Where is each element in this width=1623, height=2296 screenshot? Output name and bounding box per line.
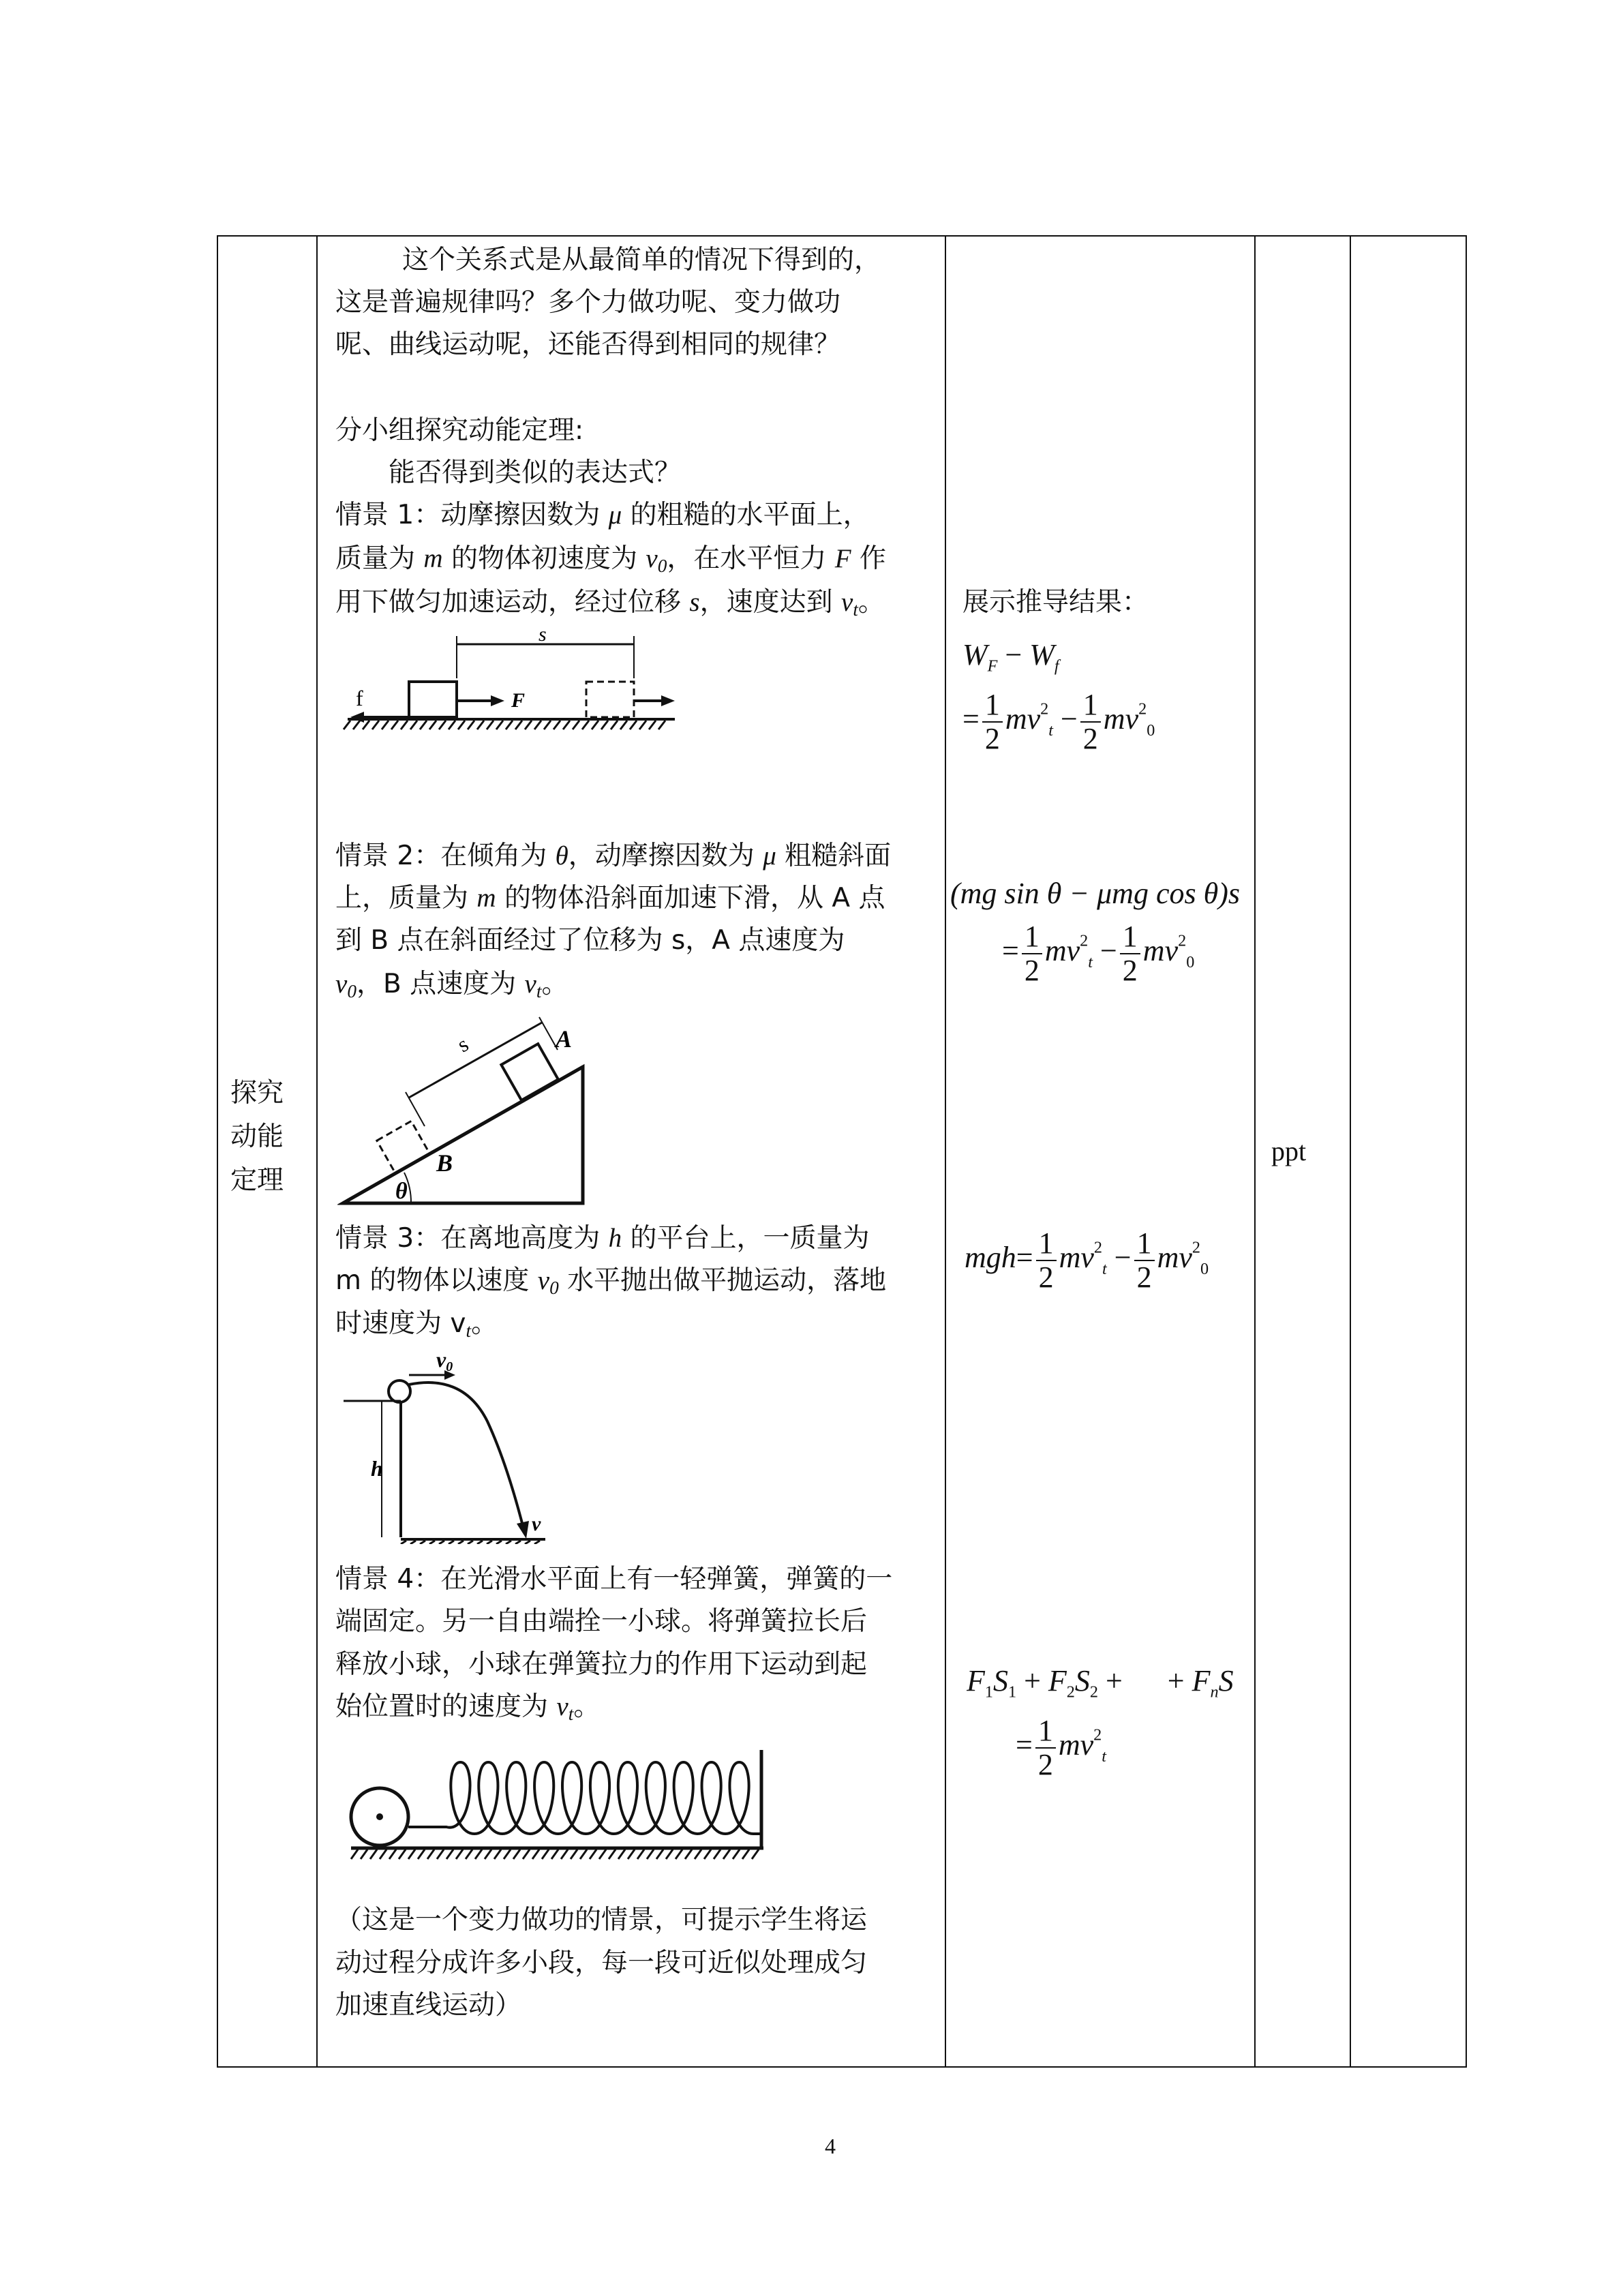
scene3-figure: [341, 1340, 545, 1544]
page-number: 4: [825, 2134, 836, 2158]
fig3-v-label: v: [532, 1513, 541, 1535]
scene2-line-4: $v_0$，B 点速度为 $v_t$。: [335, 969, 568, 1001]
intro-line-3: 呢、曲线运动呢，还能否得到相同的规律？: [335, 329, 841, 360]
scene4-line-2: 端固定。另一自由端拴一小球。将弹簧拉长后: [335, 1606, 868, 1637]
fig1-s-label: s: [539, 631, 547, 646]
scene2-line-1: 情景 2：在倾角为 θ，动摩擦因数为 μ 粗糙斜面: [335, 841, 892, 871]
fig1-f-label: f: [356, 686, 363, 710]
formula-2b: = $\frac{1}{2}$ $mv^2_t$ − $\frac{1}{2}$ $mv^2_0$: [1002, 920, 1195, 987]
scene3-line-1: 情景 3：在离地高度为 h 的平台上，一质量为: [335, 1223, 870, 1254]
fig2-theta-label: θ: [395, 1179, 408, 1204]
group-title: 分小组探究动能定理:: [335, 415, 584, 446]
fig3-h-label: h: [371, 1456, 383, 1481]
note-line-2: 动过程分成许多小段，每一段可近似处理成匀: [335, 1948, 868, 1978]
group-question: 能否得到类似的表达式？: [389, 457, 682, 488]
scene1-line-3: 用下做匀加速运动，经过位移 s，速度达到 $v_t$。: [335, 587, 885, 620]
scene4-figure: [344, 1749, 780, 1871]
scene2-line-3: 到 B 点在斜面经过了位移为 s，A 点速度为: [335, 925, 845, 956]
fig3-v0-label: v0: [436, 1347, 453, 1374]
fig2-s-label: s: [453, 1031, 473, 1057]
note-line-3: 加速直线运动）: [335, 1990, 522, 2021]
formula-4b: = $\frac{1}{2}$ $mv^2_t$: [1016, 1714, 1106, 1781]
scene2-figure: [337, 1016, 596, 1213]
formula-3: mgh= $\frac{1}{2}$ $mv^2_t$ − $\frac{1}{2}$ $mv^2_0$: [965, 1226, 1209, 1294]
scene1-line-2: 质量为 m 的物体初速度为 $v_0$，在水平恒力 F 作: [335, 543, 886, 576]
scene4-line-1: 情景 4：在光滑水平面上有一轻弹簧，弹簧的一: [335, 1564, 893, 1595]
intro-line-2: 这是普遍规律吗？多个力做功呢、变力做功: [335, 287, 841, 318]
scene1-line-1: 情景 1：动摩擦因数为 μ 的粗糙的水平面上，: [335, 500, 870, 530]
topic-label: 探究 动能 定理: [230, 1078, 284, 1196]
formula-1a: $W_F - W_f$: [962, 638, 1059, 676]
formula-4a: $F_1S_1 + F_2S_2$ + + $F_nS$: [967, 1664, 1234, 1702]
design-cell: [945, 236, 1255, 2067]
scene4-line-4: 始位置时的速度为 $v_t$。: [335, 1691, 601, 1724]
note-line-1: （这是一个变力做功的情景，可提示学生将运: [335, 1905, 868, 1935]
scene4-line-3: 释放小球，小球在弹簧拉力的作用下运动到起: [335, 1649, 868, 1680]
formula-1b: = $\frac{1}{2}$ $mv^2_t$ − $\frac{1}{2}$ $mv^2_0$: [962, 688, 1155, 755]
formula-2a: (mg sin θ − μmg cos θ)s: [950, 877, 1240, 910]
intro-line-1: 这个关系式是从最简单的情况下得到的，: [402, 245, 881, 275]
fig2-A-label: A: [556, 1025, 573, 1053]
scene2-line-2: 上，质量为 m 的物体沿斜面加速下滑，从 A 点: [335, 883, 885, 913]
scene3-line-2: m 的物体以速度 $v_0$ 水平抛出做平抛运动，落地: [335, 1265, 887, 1298]
fig2-B-label: B: [436, 1149, 453, 1177]
media-label: ppt: [1271, 1136, 1307, 1166]
design-heading: 展示推导结果：: [962, 587, 1149, 618]
fig1-F-label: F: [511, 689, 526, 712]
notes-cell: [1350, 236, 1466, 2067]
scene1-figure: [341, 631, 695, 753]
scene3-line-3: 时速度为 $v_t$。: [335, 1308, 498, 1341]
